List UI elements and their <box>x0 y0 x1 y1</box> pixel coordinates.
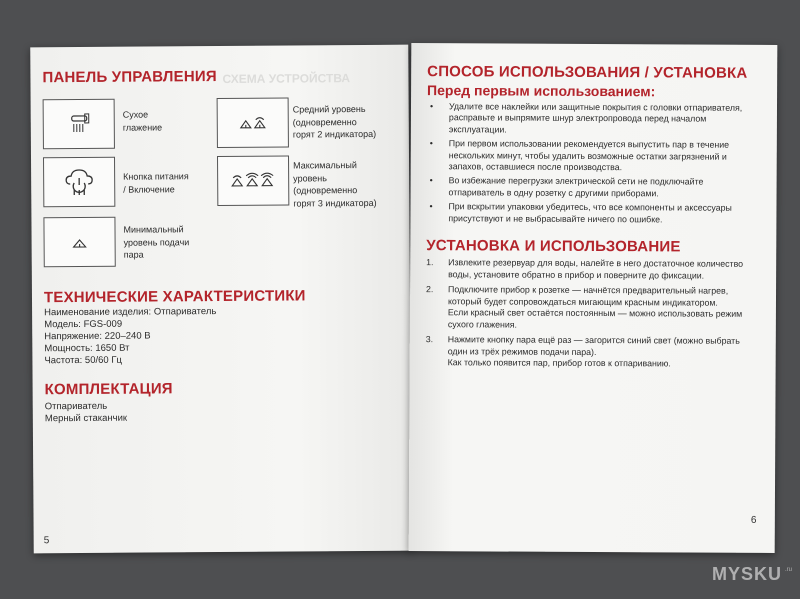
spec-line: Мощность: 1650 Вт <box>44 342 130 355</box>
right-page <box>409 43 778 553</box>
step-number: 2. <box>426 284 434 295</box>
step-number: 3. <box>425 334 434 345</box>
spec-line: Модель: FGS-009 <box>44 318 123 331</box>
kit-line: Мерный стаканчик <box>44 412 128 425</box>
list-item <box>424 334 760 370</box>
medium-steam-icon-box <box>217 98 289 149</box>
list-item <box>424 257 760 282</box>
specs-title: ТЕХНИЧЕСКИЕ ХАРАКТЕРИСТИКИ <box>43 287 306 307</box>
min-steam-icon-box <box>43 217 115 268</box>
dry-ironing-label: Сухое глажение <box>122 109 163 133</box>
kit-line: Отпариватель <box>44 400 108 413</box>
watermark-logo: MYSKU <box>711 564 782 584</box>
power-steam-icon-box <box>43 157 115 208</box>
step-text: Извлеките резервуар для воды, налейте в него достаточное количество воды, установите обратно в прибор и поверните до фиксации. <box>448 257 744 281</box>
power-steam-icon <box>62 166 96 198</box>
list-item: • При вскрытии упаковки убедитесь, что все компоненты и аксессуары присутствуют и не выбрасывайте ничего по ошибке. <box>424 201 760 226</box>
list-item: • Удалите все наклейки или защитные покрытия с головки отпаривателя, расправьте и выпрямите шнур электропровода перед началом эксплуатации. <box>425 101 761 137</box>
install-title: УСТАНОВКА И ИСПОЛЬЗОВАНИЕ <box>426 237 681 256</box>
kit-title: КОМПЛЕКТАЦИЯ <box>44 380 173 399</box>
spec-line: Частота: 50/60 Гц <box>44 354 122 367</box>
left-page <box>30 45 412 554</box>
power-label: Кнопка питания / Включение <box>123 171 189 195</box>
usage-bullet-list <box>424 101 761 229</box>
list-item: • При первом использовании рекомендуется выпустить пар в течение нескольких минут, чтобы удалить возможные остатки загрязнений и запахов, оставшиеся после производства. <box>425 138 761 174</box>
min-steam-icon <box>70 232 90 252</box>
max-steam-label: Максимальный уровень (одновременно горят 3 индикатора) <box>293 160 377 208</box>
list-item <box>424 284 760 332</box>
dry-ironing-icon-box <box>43 99 115 150</box>
page-number: 6 <box>750 514 757 526</box>
step-text: Подключите прибор к розетке — начнётся предварительный нагрев, который будет сопровождаться мигающим красным индикатором. Если красный свет остаётся постоянным — можно использовать режим сухого глажения. <box>447 284 743 330</box>
control-panel-title: ПАНЕЛЬ УПРАВЛЕНИЯ <box>42 68 217 87</box>
watermark-domain: .ru <box>784 567 792 573</box>
install-steps-list <box>424 257 761 374</box>
medium-steam-label: Средний уровень (одновременно горят 2 индикатора) <box>292 103 377 140</box>
ghost-title: СХЕМА УСТРОЙСТВА <box>222 71 351 86</box>
usage-title: СПОСОБ ИСПОЛЬЗОВАНИЯ / УСТАНОВКА <box>427 63 748 82</box>
medium-steam-icon <box>237 113 269 133</box>
step-number: 1. <box>426 257 434 268</box>
max-steam-icon <box>230 171 276 191</box>
usage-subtitle: Перед первым использованием: <box>427 82 656 100</box>
step-text: Нажмите кнопку пара ещё раз — загорится синий свет (можно выбрать один из трёх режимов подачи пара). Как только появится пар, прибор готов к отпариванию. <box>447 334 740 369</box>
spec-line: Напряжение: 220–240 В <box>44 330 151 343</box>
list-item: • Во избежание перегрузки электрической сети не подключайте отпариватель в одну розетку с другими приборами. <box>425 176 761 201</box>
page-number: 5 <box>43 535 50 547</box>
dry-ironing-icon <box>64 111 94 137</box>
min-steam-label: Минимальный уровень подачи пара <box>123 224 190 260</box>
spec-line: Наименование изделия: Отпариватель <box>44 306 217 319</box>
max-steam-icon-box <box>217 156 289 207</box>
